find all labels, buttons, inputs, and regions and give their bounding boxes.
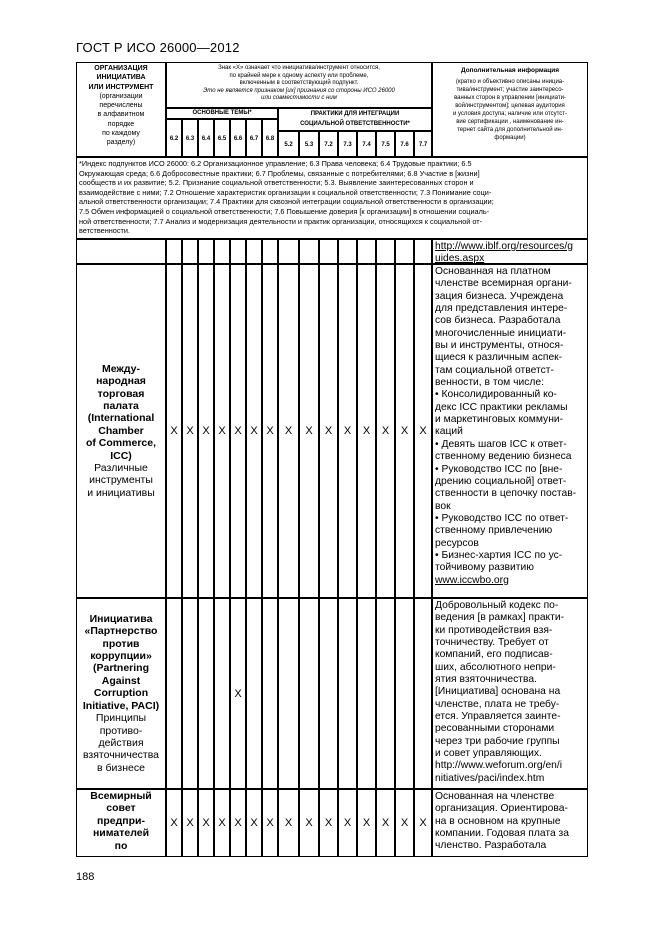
header-initiative-line: перечислены — [99, 102, 143, 110]
initiative-name-line: палата — [103, 399, 139, 412]
additional-info-line: организация. Ориентирова- — [435, 803, 568, 815]
additional-info-line: ственности в цепочку постав- — [435, 488, 577, 500]
additional-info-line: членство. Разработала — [435, 840, 547, 852]
additional-info-line: www.iccwbo.org — [435, 574, 509, 586]
header-initiative-line: ОРГАНИЗАЦИЯ — [94, 65, 148, 72]
additional-info-line: там социальной ответст- — [435, 364, 554, 376]
mark-cell: X — [230, 264, 246, 598]
initiative-name-line: по — [114, 839, 128, 852]
additional-info-line: • Руководство ICC по ответ- — [435, 512, 569, 524]
mark-cell: X — [198, 789, 214, 857]
initiative-name-line: Между- — [101, 362, 141, 375]
header-additional-info — [432, 62, 588, 157]
additional-info-note-line: вой/инструментом]; целевая аудитория — [455, 103, 565, 109]
mark-cell — [278, 239, 299, 264]
legend-line: 7.5 Обмен информацией о социальной ответственности; 7.6 Повышение доверия [к организации] в отношении социаль- — [79, 206, 490, 216]
header-initiative-line: разделу) — [106, 139, 136, 147]
mark-cell — [338, 239, 357, 264]
additional-info-line: ятия взяточничества. — [435, 674, 537, 686]
header-initiative-line: ИНИЦИАТИВА — [96, 74, 146, 82]
mark-cell — [214, 598, 230, 789]
additional-info-line: Основанная на платном — [435, 266, 551, 277]
additional-info-line: ведения [в рамках] практи- — [435, 612, 565, 624]
initiative-name-line: Initiative, PACI) — [82, 699, 160, 712]
initiative-name-cell — [76, 598, 166, 789]
mark-cell: X — [262, 264, 278, 598]
mark-cell — [262, 598, 278, 789]
column-number-6-6: 6.6 — [230, 119, 246, 157]
initiative-name-line: народная — [96, 375, 146, 388]
column-number-6-5: 6.5 — [214, 119, 230, 157]
mark-note-line: Знак «X» означает что инициатива/инструмент относится, — [218, 65, 380, 71]
initiative-name-line: и инициативы — [87, 486, 155, 499]
additional-info-line: Добровольный кодекс по- — [435, 600, 559, 611]
mark-cell — [357, 239, 376, 264]
mark-cell — [414, 239, 432, 264]
legend-line: *Индекс подпунктов ИСО 26000: 6.2 Организационное управление; 6.3 Права человека; 6.4 Трудовые практики; 6.5 — [79, 159, 472, 168]
additional-info-line: для представления интере- — [435, 303, 568, 315]
mark-cell — [246, 598, 262, 789]
additional-info-line: и маркетинговых коммуни- — [435, 414, 564, 426]
additional-info-cell — [432, 598, 588, 789]
legend-line: сообществ и их развитие; 5.2. Признание социальной ответственности; 5.3. Выявление заинтересованных сторон и — [79, 178, 474, 188]
mark-cell — [319, 598, 338, 789]
initiative-name-line: Corruption — [93, 687, 149, 700]
additional-info-note-line: тернет сайта для дополнительной ин- — [457, 127, 563, 133]
mark-note-line: или совместимости с ним — [261, 95, 337, 101]
additional-info-line: • Девять шагов ICC к ответ- — [435, 438, 567, 450]
mark-cell — [198, 598, 214, 789]
initiative-name-line: «Партнерство — [84, 625, 158, 638]
mark-cell — [230, 239, 246, 264]
mark-cell — [262, 239, 278, 264]
additional-info-line: компаний, его подписав- — [435, 649, 553, 661]
column-number-7-7: 7.7 — [414, 131, 432, 157]
column-number-6-3: 6.3 — [182, 119, 198, 157]
mark-cell — [299, 239, 319, 264]
additional-info-line: членстве, плата не требу- — [435, 698, 560, 710]
additional-info-line: • Бизнес-хартия ICC по ус- — [435, 549, 563, 561]
column-number-7-5: 7.5 — [376, 131, 395, 157]
mark-cell — [278, 598, 299, 789]
mark-cell: X — [338, 264, 357, 598]
header-initiative-line: порядке — [107, 120, 135, 128]
mark-cell: X — [246, 264, 262, 598]
initiative-name-line: торговая — [97, 387, 145, 400]
mark-cell — [395, 598, 414, 789]
header-practices — [278, 108, 432, 131]
initiative-name-line: действия — [98, 736, 144, 749]
mark-cell: X — [214, 264, 230, 598]
mark-cell: X — [319, 264, 338, 598]
document-title: ГОСТ Р ИСО 26000—2012 — [76, 40, 240, 55]
mark-cell: X — [395, 789, 414, 857]
mark-cell — [182, 239, 198, 264]
mark-cell — [166, 598, 182, 789]
mark-cell — [246, 239, 262, 264]
additional-info-line: ресованными сторонами — [435, 723, 555, 735]
mark-cell — [395, 239, 414, 264]
additional-info-line: ственному привлечению — [435, 525, 553, 537]
header-initiative-column — [76, 62, 166, 157]
mark-cell: X — [230, 598, 246, 789]
mark-cell: X — [246, 789, 262, 857]
mark-note-line: включенным в соответствующий подпункт. — [239, 80, 359, 86]
initiative-name-line: взяточничества — [82, 749, 160, 762]
column-number-6-4: 6.4 — [198, 119, 214, 157]
column-number-7-6: 7.6 — [395, 131, 414, 157]
additional-info-line: ется. Управляется заинте- — [435, 711, 561, 723]
additional-info-cell — [432, 789, 588, 857]
additional-info-line: декс ICC практики рекламы — [435, 401, 568, 413]
mark-cell: X — [357, 264, 376, 598]
initiative-name-line: ICC) — [110, 449, 132, 462]
column-number-7-3: 7.3 — [338, 131, 357, 157]
header-initiative-line: (организации — [99, 92, 143, 100]
column-number-6-8: 6.8 — [262, 119, 278, 157]
additional-info-line: ки противодействия взя- — [435, 624, 553, 636]
header-mark-note — [166, 62, 432, 108]
mark-cell — [198, 239, 214, 264]
mark-cell — [357, 598, 376, 789]
legend-line: ной ответственности; 7.7 Анализ и модернизация деятельности и практик организации, относящихся к социальной от- — [79, 216, 483, 226]
column-number-7-4: 7.4 — [357, 131, 376, 157]
header-initiative-line: ИЛИ ИНСТРУМЕНТ — [88, 83, 154, 91]
additional-info-line: дрению социальной] ответ- — [435, 475, 567, 487]
mark-cell: X — [319, 789, 338, 857]
mark-cell: X — [414, 789, 432, 857]
header-initiative-line: по каждому — [102, 130, 140, 138]
additional-info-line: Основанная на членстве — [435, 791, 555, 802]
additional-info-line: ресурсов — [435, 537, 479, 549]
mark-cell: X — [376, 264, 395, 598]
additional-info-note-line: тива/инструмент; участие заинтересо- — [456, 87, 564, 93]
initiative-name-line: Chamber — [98, 424, 144, 437]
subclause-legend — [76, 157, 588, 239]
additional-info-line: [Инициатива] основана на — [435, 686, 561, 698]
mark-cell: X — [166, 264, 182, 598]
mark-cell — [214, 239, 230, 264]
column-number-5-3: 5.3 — [299, 131, 319, 157]
header-initiative-line: в алфавитном — [97, 111, 145, 119]
additional-info-line: венности, в том числе: — [435, 377, 544, 389]
additional-info-note-line: (кратко и объективно описаны инициа- — [455, 79, 565, 85]
initiative-name-line: (Partnering — [92, 662, 149, 675]
legend-line: альной ответственности организации; 7.4 Практики для сквозной интеграции социальной ответственности в организации; — [79, 197, 494, 207]
mark-note-line: Это не является признаком [их] признания со стороны ИСО 26000 — [203, 87, 395, 94]
mark-cell: X — [338, 789, 357, 857]
initiative-name-line: (International — [87, 412, 155, 425]
additional-info-line: http://www.weforum.org/en/i — [435, 760, 563, 772]
initiative-name-line: Принципы — [95, 712, 147, 725]
mark-cell: X — [278, 264, 299, 598]
header-core-subjects: ОСНОВНЫЕ ТЕМЫ* — [166, 108, 278, 119]
additional-info-line: точничеству. Требует от — [435, 637, 549, 649]
mark-cell: X — [182, 264, 198, 598]
mark-cell — [319, 239, 338, 264]
additional-info-line: и совет управляющих. — [435, 748, 542, 760]
initiative-name-cell — [76, 264, 166, 598]
additional-info-cell — [432, 239, 588, 264]
column-number-6-7: 6.7 — [246, 119, 262, 157]
mark-cell: X — [376, 789, 395, 857]
mark-cell: X — [230, 789, 246, 857]
mark-cell: X — [299, 264, 319, 598]
initiative-name-line: Различные — [94, 462, 148, 475]
mark-cell: X — [166, 789, 182, 857]
additional-info-line: членстве всемирная органи- — [435, 278, 572, 290]
initiative-name-line: нимателей — [92, 827, 150, 840]
additional-info-line: • Консолидированный ко- — [435, 389, 557, 401]
mark-cell — [299, 598, 319, 789]
initiative-name-line: of Commerce, — [85, 437, 157, 450]
initiative-name-line: в бизнесе — [97, 761, 145, 774]
additional-info-line: сов бизнеса. Разработала — [435, 315, 561, 327]
mark-cell — [338, 598, 357, 789]
additional-info-line: компании. Годовая плата за — [435, 828, 569, 840]
initiative-name-line: совет — [106, 802, 136, 815]
additional-info-line: на в основном на крупные — [435, 815, 561, 827]
initiative-name-line: коррупции» — [90, 650, 152, 663]
additional-info-note-line: и условия доступа; наличие или отсутст- — [452, 111, 568, 117]
mark-cell: X — [414, 264, 432, 598]
additional-info-line: вы и инструменты, относя- — [435, 340, 564, 352]
mark-cell: X — [214, 789, 230, 857]
mark-note-line: по крайней мере к одному аспекту или проблеме, — [229, 72, 369, 79]
additional-info-line: каций — [435, 426, 463, 438]
practices-line: ПРАКТИКИ ДЛЯ ИНТЕГРАЦИИ — [310, 111, 400, 117]
additional-info-line: ших, абсолютного непри- — [435, 661, 556, 673]
additional-info-line: многочисленные инициати- — [435, 327, 567, 339]
additional-info-line: вок — [435, 500, 451, 512]
additional-info-note-line: формации) — [494, 135, 526, 141]
legend-line: Окружающая среда; 6.6 Добросовестные практики; 6.7 Проблемы, связанные с потребителями; 6.8 Участие в [жизни] — [79, 168, 480, 178]
initiative-name-line: противо- — [99, 724, 143, 737]
initiative-name-line: инструменты — [89, 474, 153, 487]
column-number-7-2: 7.2 — [319, 131, 338, 157]
mark-cell: X — [357, 789, 376, 857]
additional-info-line: • Руководство ICC по [вне- — [435, 463, 563, 475]
mark-cell: X — [182, 789, 198, 857]
mark-cell: X — [198, 264, 214, 598]
initiative-name-line: Against — [101, 674, 141, 687]
initiatives-table — [76, 62, 588, 857]
additional-info-line: nitiatives/paci/index.htm — [435, 772, 545, 784]
mark-cell: X — [262, 789, 278, 857]
column-number-6-2: 6.2 — [166, 119, 182, 157]
initiative-name-cell — [76, 789, 166, 857]
mark-cell — [376, 598, 395, 789]
initiative-name-cell — [76, 239, 166, 264]
mark-cell: X — [395, 264, 414, 598]
column-number-5-2: 5.2 — [278, 131, 299, 157]
page-number: 188 — [76, 871, 95, 883]
legend-line: взаимодействие с ними; 7.2 Отношение характеристик организации к социальной ответственности; 7.3 Понимание соци- — [79, 187, 492, 197]
mark-cell — [376, 239, 395, 264]
additional-info-line: тойчивому развитию — [435, 562, 534, 574]
mark-cell: X — [299, 789, 319, 857]
initiative-name-line: предпри- — [97, 814, 145, 827]
additional-info-line: ственному ведению бизнеса — [435, 451, 572, 463]
initiative-name-line: Инициатива — [89, 612, 153, 625]
additional-info-note-line: вие сертификации , наименование ин- — [456, 119, 564, 125]
additional-info-cell — [432, 264, 588, 598]
additional-info-line: http://www.iblf.org/resources/g — [435, 241, 573, 252]
legend-line: ветственности. — [79, 226, 130, 236]
practices-line: СОЦИАЛЬНОЙ ОТВЕТСТВЕННОСТИ* — [300, 121, 410, 127]
initiative-name-line: Всемирный — [90, 790, 152, 802]
additional-info-line: через три рабочие группы — [435, 735, 560, 747]
additional-info-line: uides.aspx — [435, 253, 485, 264]
mark-cell — [414, 598, 432, 789]
mark-cell: X — [278, 789, 299, 857]
initiative-name-line: против — [102, 637, 140, 650]
additional-info-line: щиеся к различным аспек- — [435, 352, 563, 364]
mark-cell — [182, 598, 198, 789]
additional-info-line: зация бизнеса. Учреждена — [435, 290, 564, 302]
additional-info-title: Дополнительная информация — [460, 67, 560, 74]
mark-cell — [166, 239, 182, 264]
additional-info-note-line: ванных сторон в управлении [инициати- — [454, 95, 566, 101]
